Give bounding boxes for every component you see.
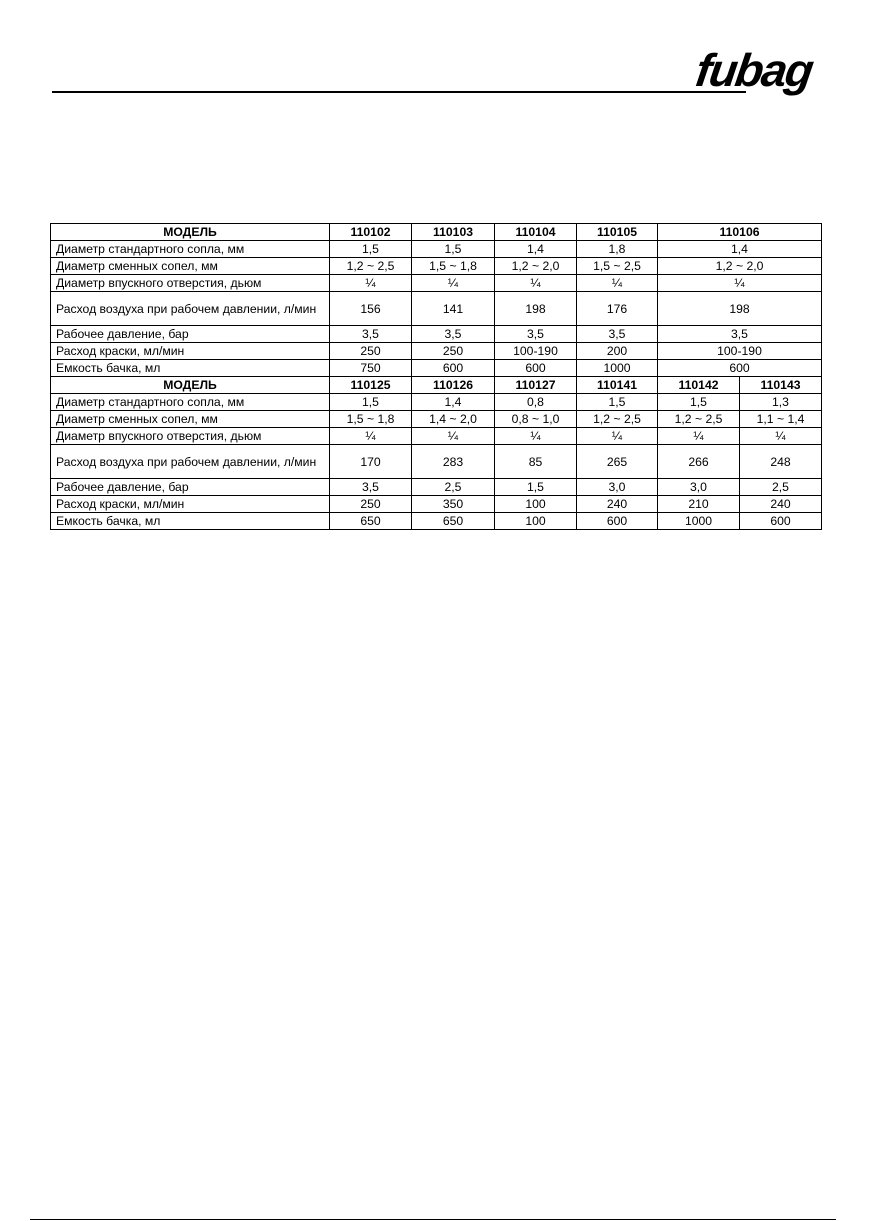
table-row [51,241,822,258]
value-cell: 3,5 [658,326,822,343]
model-cell: 110103 [412,224,495,241]
table-row [51,275,822,292]
table-row [51,394,822,411]
table-row [51,479,822,496]
row-label: Диаметр стандартного сопла, мм [51,394,330,411]
row-label: Расход воздуха при рабочем давлении, л/мин [51,292,330,326]
value-cell: 85 [495,445,577,479]
row-label: Диаметр сменных сопел, мм [51,411,330,428]
value-cell: 198 [495,292,577,326]
value-cell: 3,5 [330,326,412,343]
row-label: Рабочее давление, бар [51,326,330,343]
model-cell: 110125 [330,377,412,394]
table-row [51,343,822,360]
value-cell: 100 [495,496,577,513]
model-cell: 110106 [658,224,822,241]
value-cell: ¼ [412,275,495,292]
value-cell: ¼ [658,275,822,292]
value-cell: 0,8 ~ 1,0 [495,411,577,428]
value-cell: 200 [577,343,658,360]
model-cell: 110143 [740,377,822,394]
value-cell: 176 [577,292,658,326]
model-cell: 110104 [495,224,577,241]
row-label: Расход краски, мл/мин [51,343,330,360]
value-cell: 240 [740,496,822,513]
value-cell: 3,5 [495,326,577,343]
row-label: Расход краски, мл/мин [51,496,330,513]
table-row [51,258,822,275]
value-cell: 350 [412,496,495,513]
value-cell: 1,4 [495,241,577,258]
table-row [51,326,822,343]
row-label: Емкость бачка, мл [51,513,330,530]
value-cell: 1,5 [412,241,495,258]
model-header: МОДЕЛЬ [51,224,330,241]
value-cell: ¼ [412,428,495,445]
value-cell: 1,5 ~ 2,5 [577,258,658,275]
model-cell: 110141 [577,377,658,394]
value-cell: 650 [412,513,495,530]
value-cell: ¼ [330,428,412,445]
value-cell: 1,5 [495,479,577,496]
value-cell: 0,8 [495,394,577,411]
brand-logo-text: fubag [692,44,816,96]
value-cell: 600 [740,513,822,530]
value-cell: 600 [658,360,822,377]
value-cell: 1,5 [330,394,412,411]
value-cell: 100-190 [495,343,577,360]
model-cell: 110102 [330,224,412,241]
value-cell: 100 [495,513,577,530]
value-cell: 1,4 ~ 2,0 [412,411,495,428]
value-cell: 1,2 ~ 2,5 [577,411,658,428]
table-row [51,224,822,241]
value-cell: 600 [412,360,495,377]
footer-divider [30,1219,836,1220]
value-cell: 650 [330,513,412,530]
specifications-table [50,223,822,530]
value-cell: ¼ [740,428,822,445]
model-cell: 110105 [577,224,658,241]
value-cell: 248 [740,445,822,479]
value-cell: 3,5 [330,479,412,496]
value-cell: 1,5 [330,241,412,258]
row-label: Диаметр стандартного сопла, мм [51,241,330,258]
header-divider [52,91,746,93]
row-label: Диаметр сменных сопел, мм [51,258,330,275]
table-row [51,411,822,428]
row-label: Диаметр впускного отверстия, дьюм [51,428,330,445]
value-cell: 283 [412,445,495,479]
value-cell: 250 [330,343,412,360]
row-label: Рабочее давление, бар [51,479,330,496]
value-cell: 2,5 [740,479,822,496]
model-cell: 110127 [495,377,577,394]
value-cell: 1000 [658,513,740,530]
value-cell: 250 [330,496,412,513]
value-cell: ¼ [577,428,658,445]
value-cell: 1,4 [412,394,495,411]
table-row [51,496,822,513]
table-row [51,377,822,394]
value-cell: 210 [658,496,740,513]
value-cell: 266 [658,445,740,479]
value-cell: 198 [658,292,822,326]
value-cell: 2,5 [412,479,495,496]
value-cell: 1000 [577,360,658,377]
table-row [51,445,822,479]
value-cell: 141 [412,292,495,326]
value-cell: 1,5 [658,394,740,411]
value-cell: 1,4 [658,241,822,258]
table-row [51,360,822,377]
row-label: Расход воздуха при рабочем давлении, л/мин [51,445,330,479]
value-cell: ¼ [495,428,577,445]
value-cell: 265 [577,445,658,479]
value-cell: ¼ [577,275,658,292]
value-cell: 1,3 [740,394,822,411]
value-cell: ¼ [658,428,740,445]
value-cell: 1,8 [577,241,658,258]
value-cell: 3,5 [577,326,658,343]
value-cell: 750 [330,360,412,377]
value-cell: 1,5 [577,394,658,411]
value-cell: 250 [412,343,495,360]
value-cell: 170 [330,445,412,479]
value-cell: 1,5 ~ 1,8 [412,258,495,275]
value-cell: 1,2 ~ 2,0 [495,258,577,275]
value-cell: 3,0 [658,479,740,496]
row-label: Диаметр впускного отверстия, дьюм [51,275,330,292]
value-cell: 156 [330,292,412,326]
value-cell: 3,0 [577,479,658,496]
value-cell: ¼ [330,275,412,292]
value-cell: 1,1 ~ 1,4 [740,411,822,428]
model-cell: 110142 [658,377,740,394]
value-cell: 1,2 ~ 2,5 [658,411,740,428]
model-cell: 110126 [412,377,495,394]
value-cell: 600 [577,513,658,530]
table-row [51,428,822,445]
model-header: МОДЕЛЬ [51,377,330,394]
value-cell: 1,5 ~ 1,8 [330,411,412,428]
row-label: Емкость бачка, мл [51,360,330,377]
value-cell: 3,5 [412,326,495,343]
table-row [51,292,822,326]
value-cell: 1,2 ~ 2,5 [330,258,412,275]
table-row [51,513,822,530]
value-cell: 100-190 [658,343,822,360]
value-cell: 600 [495,360,577,377]
value-cell: 1,2 ~ 2,0 [658,258,822,275]
value-cell: 240 [577,496,658,513]
value-cell: ¼ [495,275,577,292]
